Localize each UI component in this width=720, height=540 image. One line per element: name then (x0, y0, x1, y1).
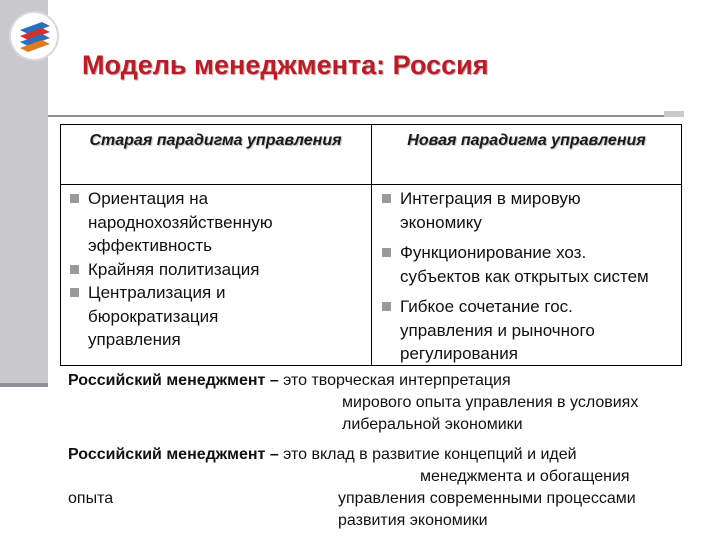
list-item (380, 187, 680, 234)
definition-text: либеральной экономики (342, 416, 523, 433)
square-bullet-icon (70, 265, 79, 274)
list-item (68, 187, 368, 258)
title-underline (48, 115, 684, 117)
list-item-text: Гибкое сочетание гос. управления и рыночного регулирования (400, 297, 595, 363)
old-paradigm-header: Старая парадигма управления (89, 132, 342, 149)
definition-text: это вклад в развитие концепций и идей (283, 446, 577, 463)
list-item (68, 258, 368, 282)
definition-dash: – (269, 372, 279, 389)
stacked-layers-logo-icon (8, 10, 60, 62)
square-bullet-icon (382, 248, 391, 257)
definition-2-line-1 (68, 446, 577, 464)
definition-text: опыта (68, 490, 114, 507)
definition-term: Российский менеджмент (68, 446, 266, 463)
new-paradigm-header: Новая парадигма управления (407, 132, 646, 149)
definition-text: это творческая интерпретация (283, 372, 511, 389)
old-paradigm-list (68, 187, 368, 352)
square-bullet-icon (70, 288, 79, 297)
list-item-text: Крайняя политизация (88, 259, 260, 279)
list-item-text: Централизация и бюрократизация управления (88, 283, 226, 349)
definition-text: управления современными процессами (338, 490, 636, 507)
new-paradigm-list (380, 187, 680, 366)
square-bullet-icon (382, 302, 391, 311)
definition-text: мирового опыта управления в условиях (342, 394, 639, 411)
square-bullet-icon (70, 194, 79, 203)
table-column-divider (371, 124, 372, 366)
list-item (380, 241, 680, 288)
slide-title: Модель менеджмента: Россия (82, 50, 489, 80)
list-item-text: Функционирование хоз. субъектов как открытых систем (400, 243, 649, 286)
left-decor-line (0, 383, 48, 387)
list-item-text: Ориентация на народнохозяйственную эффективность (88, 189, 273, 255)
definition-text: развития экономики (338, 512, 488, 529)
definition-term: Российский менеджмент (68, 372, 266, 389)
definition-text: менеджмента и обогащения (420, 468, 630, 485)
list-item (380, 295, 680, 366)
title-underline-accent (664, 111, 684, 117)
definition-dash: – (269, 446, 279, 463)
definition-1-line-1 (68, 372, 511, 390)
list-item (68, 281, 368, 352)
square-bullet-icon (382, 194, 391, 203)
table-header-divider (60, 184, 682, 185)
list-item-text: Интеграция в мировую экономику (400, 189, 581, 232)
